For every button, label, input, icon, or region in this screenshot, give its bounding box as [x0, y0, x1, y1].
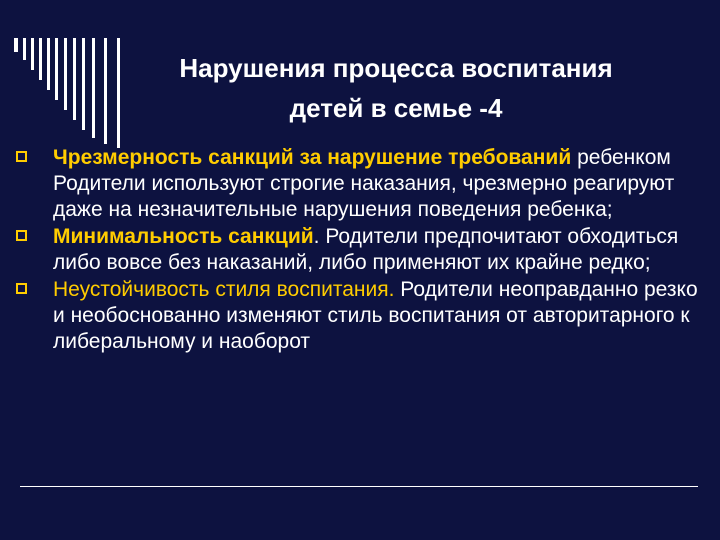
bullet-item-minimal-sanctions [14, 224, 704, 276]
stripe [55, 38, 58, 100]
slide-title-line-1: Нарушения процесса воспитания [179, 53, 613, 83]
bullet-highlight: Минимальность санкций [53, 225, 314, 248]
stripe [117, 38, 120, 148]
stripe [23, 38, 26, 60]
bullet-highlight: Неустойчивость стиля воспитания. [53, 278, 395, 301]
stripe [39, 38, 42, 80]
slide-title [122, 48, 670, 128]
bullet-highlight: Чрезмерность санкций за нарушение требований [53, 146, 572, 169]
slide-title-line-2: детей в семье -4 [289, 93, 503, 123]
bullet-list [14, 145, 704, 356]
stripe [31, 38, 34, 70]
stripe [82, 38, 85, 130]
bottom-divider [20, 486, 698, 487]
square-bullet-icon [16, 151, 27, 162]
stripe [73, 38, 76, 120]
stripe [47, 38, 50, 90]
bullet-text: ребенком Родители используют строгие наказания, чрезмерно реагируют даже на незначительные нарушения поведения ребенка; [53, 146, 675, 221]
square-bullet-icon [16, 230, 27, 241]
bullet-text: Родители неоправданно резко и необоснованно изменяют стиль воспитания от авторитарного к либеральному и наоборот [53, 278, 698, 353]
stripe [104, 38, 107, 144]
square-bullet-icon [16, 283, 27, 294]
stripe [14, 38, 18, 52]
bullet-text: . Родители предпочитают обходиться либо вовсе без наказаний, либо применяют их крайне редко; [53, 225, 679, 274]
stripe [64, 38, 67, 110]
decorative-stripes [14, 38, 124, 148]
bullet-item-unstable-style [14, 277, 704, 355]
bullet-item-excessive-sanctions [14, 145, 704, 223]
stripe [92, 38, 95, 138]
